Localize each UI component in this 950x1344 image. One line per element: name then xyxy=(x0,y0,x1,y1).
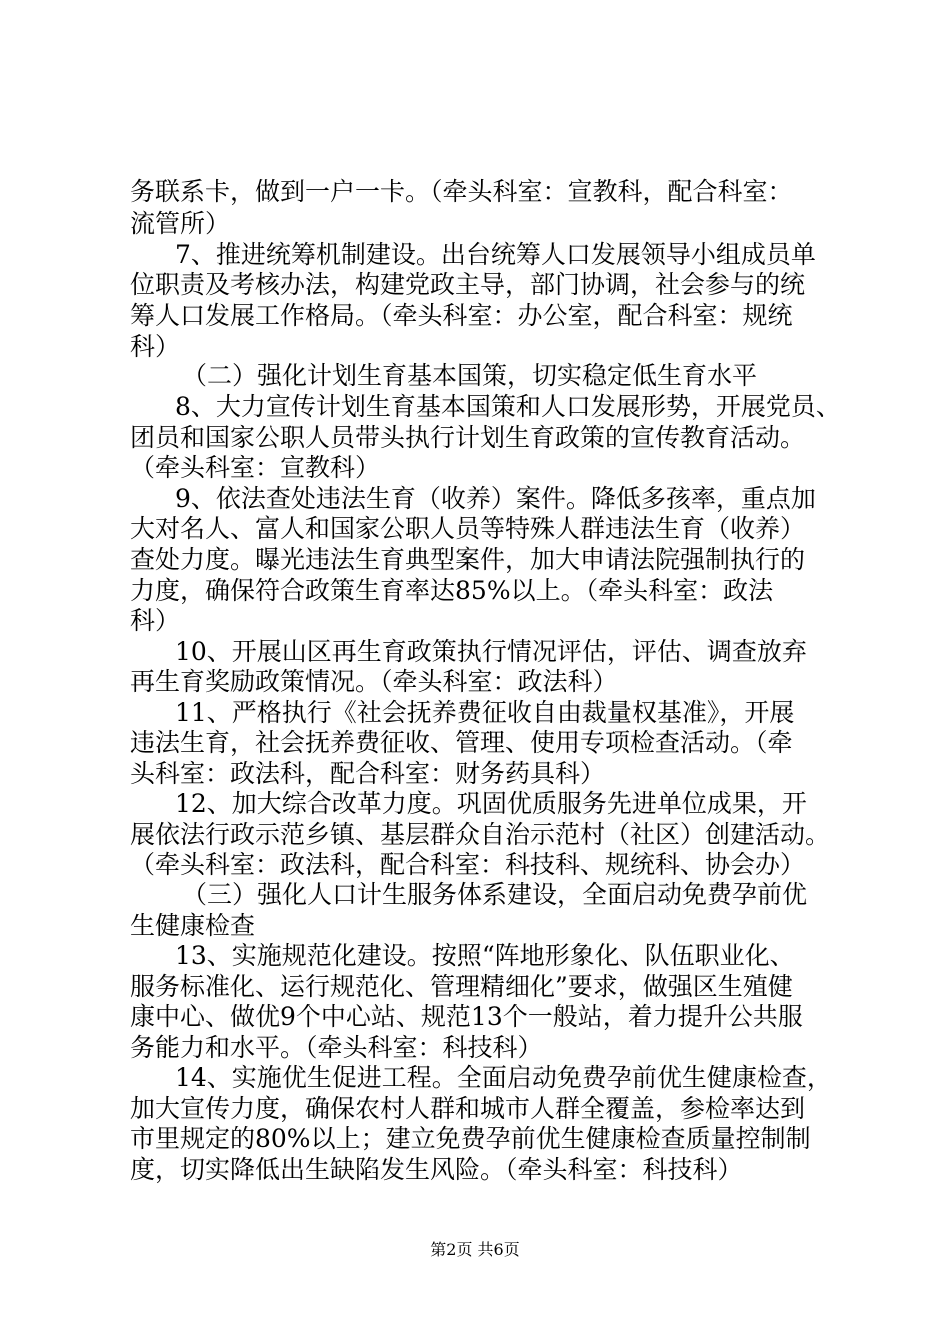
text-line: 位职责及考核办法，构建党政主导，部门协调，社会参与的统 xyxy=(130,270,806,299)
section-heading: （三）强化人口计生服务体系建设，全面启动免费孕前优 xyxy=(182,880,808,909)
text-line: 服务标准化、运行规范化、管理精细化”要求，做强区生殖健 xyxy=(130,972,793,1001)
section-heading: 生健康检查 xyxy=(130,911,256,940)
text-line: 违法生育，社会抚养费征收、管理、使用专项检查活动。（牵 xyxy=(130,728,793,757)
text-line: 流管所） xyxy=(130,209,231,238)
text-line: 团员和国家公职人员带头执行计划生育政策的宣传教育活动。 xyxy=(130,423,806,452)
text-line: （牵头科室：政法科，配合科室：科技科、规统科、协会办） xyxy=(130,850,806,879)
text-line: 10、开展山区再生育政策执行情况评估，评估、调查放弃 xyxy=(175,637,807,666)
text-line: 再生育奖励政策情况。（牵头科室：政法科） xyxy=(130,667,618,696)
text-line: 加大宣传力度，确保农村人群和城市人群全覆盖，参检率达到 xyxy=(130,1094,806,1123)
text-line: 9、依法查处违法生育（收养）案件。降低多孩率，重点加 xyxy=(175,484,816,513)
text-line: 筹人口发展工作格局。（牵头科室：办公室，配合科室：规统 xyxy=(130,301,793,330)
text-line: 7、推进统筹机制建设。出台统筹人口发展领导小组成员单 xyxy=(175,240,816,269)
text-line: （牵头科室：宣教科） xyxy=(130,453,381,482)
text-line: 大对名人、富人和国家公职人员等特殊人群违法生育（收养） xyxy=(130,514,806,543)
text-line: 14、实施优生促进工程。全面启动免费孕前优生健康检查， xyxy=(175,1063,832,1092)
text-line: 展依法行政示范乡镇、基层群众自治示范村（社区）创建活动。 xyxy=(130,820,831,849)
text-line: 务能力和水平。（牵头科室：科技科） xyxy=(130,1033,543,1062)
text-line: 查处力度。曝光违法生育典型案件，加大申请法院强制执行的 xyxy=(130,545,806,574)
text-line: 市里规定的80%以上；建立免费孕前优生健康检查质量控制制 xyxy=(130,1124,811,1153)
section-heading: （二）强化计划生育基本国策，切实稳定低生育水平 xyxy=(182,361,758,390)
text-line: 科） xyxy=(130,606,181,635)
text-line: 康中心、做优9个中心站、规范13个一般站，着力提升公共服 xyxy=(130,1002,803,1031)
text-line: 12、加大综合改革力度。巩固优质服务先进单位成果，开 xyxy=(175,789,807,818)
text-line: 头科室：政法科，配合科室：财务药具科） xyxy=(130,759,606,788)
text-line: 务联系卡，做到一户一卡。（牵头科室：宣教科，配合科室： xyxy=(130,177,793,206)
text-line: 力度，确保符合政策生育率达85%以上。（牵头科室：政法 xyxy=(130,576,774,605)
text-line: 8、大力宣传计划生育基本国策和人口发展形势，开展党员、 xyxy=(175,392,841,421)
page-number-footer: 第2页 共6页 xyxy=(430,1240,520,1259)
text-line: 科） xyxy=(130,332,181,361)
text-line: 13、实施规范化建设。按照“阵地形象化、队伍职业化、 xyxy=(175,941,795,970)
text-line: 度，切实降低出生缺陷发生风险。（牵头科室：科技科） xyxy=(130,1155,743,1184)
text-line: 11、严格执行《社会抚养费征收自由裁量权基准》，开展 xyxy=(175,698,795,727)
